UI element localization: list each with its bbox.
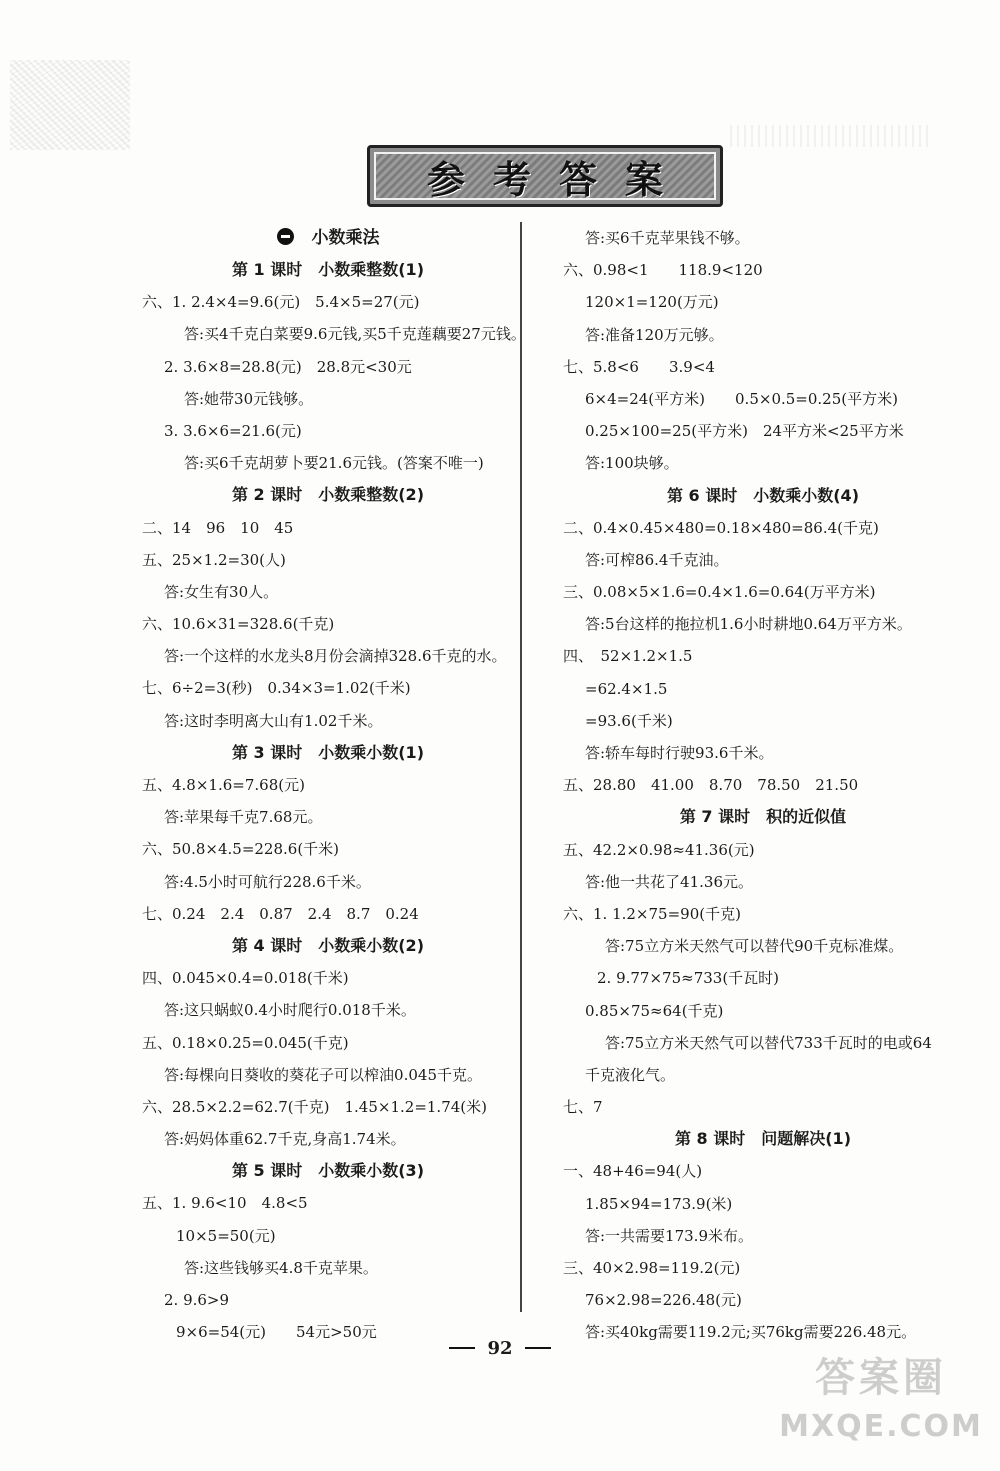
answer-line: 答:买4千克白菜要9.6元钱,买5千克莲藕要27元钱。: [184, 325, 526, 344]
answer-line: 9×6=54(元) 54元>50元: [176, 1323, 377, 1342]
answer-line: 七、6÷2=3(秒) 0.34×3=1.02(千米): [142, 679, 411, 698]
answer-line: 五、42.2×0.98≈41.36(元): [563, 840, 755, 859]
answer-line: 二、0.4×0.45×480=0.18×480=86.4(千克): [563, 518, 879, 537]
answer-line: 答:4.5小时可航行228.6千米。: [164, 872, 371, 891]
lesson-heading: 第 3 课时 小数乘小数(1): [231, 742, 425, 762]
answer-line: 答:买40kg需要119.2元;买76kg需要226.48元。: [585, 1323, 917, 1342]
answer-line: 0.25×100=25(平方米) 24平方米<25平方米: [585, 422, 904, 441]
answer-line: 五、25×1.2=30(人): [142, 550, 286, 569]
answer-line: =62.4×1.5: [585, 679, 668, 698]
answer-line: 答:这只蜗蚁0.4小时爬行0.018千米。: [164, 1001, 416, 1020]
answer-line: 答:一个这样的水龙头8月份会滴掉328.6千克的水。: [164, 647, 507, 666]
answer-line: 答:他一共花了41.36元。: [585, 872, 753, 891]
answer-line: 七、5.8<6 3.9<4: [563, 357, 715, 376]
answer-line: 二、14 96 10 45: [142, 518, 294, 537]
answer-line: =93.6(千米): [585, 711, 673, 730]
chapter-title: 小数乘法: [311, 228, 380, 248]
lesson-heading: 第 5 课时 小数乘小数(3): [231, 1161, 425, 1181]
answer-line: 答:可榨86.4千克油。: [585, 550, 729, 569]
answer-line: 76×2.98=226.48(元): [585, 1291, 742, 1310]
answer-line: 答:5台这样的拖拉机1.6小时耕地0.64万平方米。: [585, 615, 912, 634]
answer-line: 千克液化气。: [585, 1065, 676, 1084]
answer-line: 六、28.5×2.2=62.7(千克) 1.45×1.2=1.74(米): [142, 1097, 487, 1116]
scan-noise-strip: [730, 125, 930, 147]
answer-line: 六、50.8×4.5=228.6(千米): [142, 840, 340, 859]
answer-line: 五、4.8×1.6=7.68(元): [142, 776, 305, 794]
answer-line: 答:每棵向日葵收的葵花子可以榨油0.045千克。: [164, 1065, 482, 1084]
answer-line: 10×5=50(元): [176, 1226, 276, 1245]
answer-line: 3. 3.6×6=21.6(元): [164, 421, 302, 440]
chapter-number-icon: [277, 228, 294, 245]
answer-line: 六、10.6×31=328.6(千克): [142, 615, 335, 634]
answer-line: 答:100块够。: [585, 454, 679, 473]
answer-line: 答:女生有30人。: [164, 582, 279, 601]
answer-line: 1.85×94=173.9(米): [585, 1194, 733, 1213]
title-banner: [367, 145, 723, 207]
answer-line: 三、0.08×5×1.6=0.4×1.6=0.64(万平方米): [563, 583, 876, 602]
column-divider: [520, 222, 522, 1312]
answer-line: 6×4=24(平方米) 0.5×0.5=0.25(平方米): [585, 389, 898, 408]
watermark-logo-text: 答案圈: [815, 1355, 947, 1401]
page-number-dash-right: [525, 1347, 551, 1349]
answer-line: 答:这些钱够买4.8千克苹果。: [184, 1258, 378, 1277]
right-answer-list: [563, 222, 963, 1349]
left-answer-list: [142, 254, 526, 1348]
answer-line: 答:买6千克苹果钱不够。: [585, 229, 750, 247]
answer-line: 四、 52×1.2×1.5: [563, 647, 693, 666]
answer-line: 答:买6千克胡萝卜要21.6元钱。(答案不唯一): [184, 454, 484, 473]
answer-line: 答:她带30元钱够。: [184, 389, 314, 408]
answer-line: 0.85×75≈64(千克): [585, 1001, 724, 1020]
lesson-heading: 第 1 课时 小数乘整数(1): [231, 260, 425, 279]
page-number-dash-left: [449, 1347, 475, 1349]
answer-line: 五、0.18×0.25=0.045(千克): [142, 1033, 349, 1052]
answer-line: 七、0.24 2.4 0.87 2.4 8.7 0.24: [142, 904, 419, 923]
page-title: 参考答案: [426, 157, 691, 202]
scan-noise: [10, 60, 130, 150]
answer-line: 2. 9.77×75≈733(千瓦时): [597, 969, 780, 988]
answer-line: 答:这时李明离大山有1.02千米。: [164, 711, 383, 730]
answer-line: 三、40×2.98=119.2(元): [563, 1259, 741, 1277]
answer-line: 四、0.045×0.4=0.018(千米): [142, 969, 349, 988]
answer-line: 六、1. 2.4×4=9.6(元) 5.4×5=27(元): [142, 293, 420, 312]
answer-line: 六、0.98<1 118.9<120: [563, 261, 763, 280]
answer-line: 2. 9.6>9: [164, 1291, 230, 1309]
answer-line: 七、7: [563, 1098, 603, 1117]
answer-line: 答:妈妈体重62.7千克,身高1.74米。: [164, 1130, 406, 1149]
answer-line: 答:准备120万元够。: [585, 325, 724, 344]
answer-line: 2. 3.6×8=28.8(元) 28.8元<30元: [164, 357, 412, 376]
answer-line: 答:苹果每千克7.68元。: [164, 808, 323, 827]
answer-line: 答:75立方米天然气可以替代733千瓦时的电或64: [605, 1033, 932, 1052]
answer-line: 答:75立方米天然气可以替代90千克标准煤。: [605, 937, 904, 956]
watermark-url: MXQE.COM: [779, 1409, 983, 1444]
right-column: [563, 222, 963, 1349]
answer-line: 五、28.80 41.00 8.70 78.50 21.50: [563, 776, 859, 795]
title-banner-inner: [374, 152, 716, 200]
answer-line: 一、48+46=94(人): [563, 1162, 703, 1181]
answer-line: 答:轿车每时行驶93.6千米。: [585, 744, 774, 762]
page-number-value: 92: [487, 1338, 513, 1359]
watermark-logo: [776, 1349, 986, 1459]
answer-line: 答:一共需要173.9米布。: [585, 1226, 753, 1245]
lesson-heading: 第 8 课时 问题解决(1): [674, 1129, 852, 1149]
left-column: [142, 222, 526, 1348]
lesson-heading: 第 7 课时 积的近似值: [679, 807, 847, 827]
answer-line: 120×1=120(万元): [585, 293, 719, 312]
chapter-heading: [142, 222, 514, 254]
lesson-heading: 第 4 课时 小数乘小数(2): [231, 935, 425, 955]
lesson-heading: 第 2 课时 小数乘整数(2): [231, 485, 425, 505]
answer-line: 六、1. 1.2×75=90(千克): [563, 904, 741, 923]
answer-line: 五、1. 9.6<10 4.8<5: [142, 1194, 308, 1213]
lesson-heading: 第 6 课时 小数乘小数(4): [666, 485, 860, 505]
